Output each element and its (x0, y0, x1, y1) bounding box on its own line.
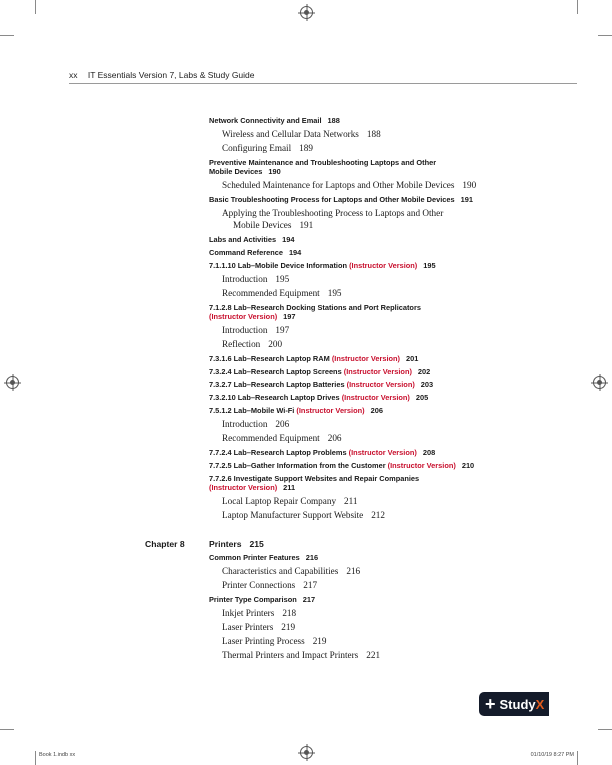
chapter-label: Chapter 8 (145, 539, 185, 549)
toc-entry-title: Characteristics and Capabilities (222, 566, 339, 576)
toc-lab-title: 7.3.1.6 Lab–Research Laptop RAM (209, 354, 330, 363)
chapter-page: 215 (249, 539, 264, 549)
toc-section (209, 248, 529, 257)
toc-lab-title: 7.7.2.5 Lab–Gather Information from the Customer (209, 461, 386, 470)
badge-accent: X (535, 696, 545, 712)
toc-entry (209, 142, 529, 154)
instructor-version-tag: (Instructor Version) (387, 461, 456, 470)
toc-entry (209, 607, 529, 619)
toc-lab-page: 210 (461, 461, 475, 470)
table-of-contents (145, 112, 529, 663)
toc-entry-title-cont: Mobile Devices (233, 220, 292, 230)
toc-entry-title: Wireless and Cellular Data Networks (222, 129, 359, 139)
toc-entry-page: 206 (327, 433, 342, 443)
toc-section-title: Network Connectivity and Email (209, 116, 322, 125)
toc-section (209, 158, 529, 176)
toc-lab-title: 7.3.2.7 Lab–Research Laptop Batteries (209, 380, 345, 389)
toc-entry (209, 509, 529, 521)
toc-lab-title: 7.3.2.4 Lab–Research Laptop Screens (209, 367, 342, 376)
instructor-version-tag: (Instructor Version) (341, 393, 410, 402)
toc-lab-page: 202 (417, 367, 431, 376)
toc-entry (209, 324, 529, 336)
toc-entry (209, 432, 529, 444)
toc-lab-title: 7.1.1.10 Lab–Mobile Device Information (209, 261, 348, 270)
toc-section-page: 194 (282, 235, 295, 244)
toc-entry-page: 206 (275, 419, 290, 429)
toc-entry-page: 195 (327, 288, 342, 298)
toc-entry-page: 219 (281, 622, 296, 632)
crop-mark (0, 35, 14, 36)
toc-section-title: Basic Troubleshooting Process for Laptops and Other Mobile Devices (209, 195, 455, 204)
toc-entry (209, 207, 529, 231)
toc-section (209, 595, 529, 604)
toc-entry-title: Thermal Printers and Impact Printers (222, 650, 359, 660)
toc-list (209, 116, 529, 521)
instructor-version-tag: (Instructor Version) (331, 354, 400, 363)
toc-lab-title: 7.7.2.4 Lab–Research Laptop Problems (209, 448, 347, 457)
toc-entry (209, 621, 529, 633)
toc-entry (209, 565, 529, 577)
toc-entry (209, 338, 529, 350)
toc-lab-title: 7.5.1.2 Lab–Mobile Wi-Fi (209, 406, 295, 415)
toc-entry-page: 190 (462, 180, 477, 190)
registration-mark-icon (6, 376, 19, 389)
toc-section-title: Command Reference (209, 248, 283, 257)
instructor-version-tag: (Instructor Version) (348, 448, 417, 457)
toc-entry-page: 217 (303, 580, 318, 590)
plus-icon: + (485, 694, 496, 714)
toc-section-page: 188 (327, 116, 340, 125)
toc-entry-page: 195 (275, 274, 290, 284)
toc-section-title: Labs and Activities (209, 235, 277, 244)
instructor-version-tag: (Instructor Version) (349, 261, 418, 270)
running-head (69, 70, 255, 80)
toc-section-page: 191 (460, 195, 473, 204)
toc-lab-page: 201 (406, 354, 419, 363)
toc-entry (209, 287, 529, 299)
toc-entry-title: Local Laptop Repair Company (222, 496, 337, 506)
header-rule (69, 83, 577, 84)
toc-lab (209, 380, 529, 389)
toc-entry (209, 495, 529, 507)
toc-entry-title: Configuring Email (222, 143, 292, 153)
toc-entry-title: Applying the Troubleshooting Process to Laptops and Other (222, 208, 444, 218)
toc-lab-title: 7.1.2.8 Lab–Research Docking Stations and Port Replicators (209, 303, 421, 312)
registration-mark-icon (593, 376, 606, 389)
toc-entry (209, 128, 529, 140)
toc-entry-title: Laptop Manufacturer Support Website (222, 510, 364, 520)
toc-entry (209, 649, 529, 661)
toc-section-page: 217 (302, 595, 316, 604)
toc-entry-title: Printer Connections (222, 580, 296, 590)
toc-entry-page: 200 (268, 339, 283, 349)
badge-text: Study (499, 696, 536, 712)
instructor-version-tag: (Instructor Version) (209, 312, 278, 321)
toc-entry (209, 579, 529, 591)
toc-lab (209, 448, 529, 457)
toc-entry-title: Inkjet Printers (222, 608, 275, 618)
crop-mark (577, 0, 578, 14)
toc-section (209, 195, 529, 204)
toc-section (209, 235, 529, 244)
toc-lab-page: 208 (422, 448, 436, 457)
instructor-version-tag: (Instructor Version) (346, 380, 415, 389)
toc-lab-title: 7.7.2.6 Investigate Support Websites and Repair Companies (209, 474, 420, 483)
print-slug-right: 01/10/19 8:27 PM (530, 752, 574, 758)
crop-mark (598, 729, 612, 730)
toc-lab-page: 211 (283, 483, 296, 492)
crop-mark (0, 729, 14, 730)
toc-lab (209, 354, 529, 363)
studyx-badge[interactable] (479, 692, 549, 716)
toc-entry-title: Reflection (222, 339, 261, 349)
toc-section (209, 116, 529, 125)
toc-entry-page: 219 (312, 636, 327, 646)
instructor-version-tag: (Instructor Version) (296, 406, 365, 415)
toc-entry-title: Introduction (222, 274, 268, 284)
book-title: IT Essentials Version 7, Labs & Study Guide (87, 70, 255, 80)
instructor-version-tag: (Instructor Version) (343, 367, 412, 376)
instructor-version-tag: (Instructor Version) (209, 483, 278, 492)
toc-entry-page: 211 (344, 496, 358, 506)
toc-lab (209, 461, 529, 470)
toc-lab-page: 203 (420, 380, 434, 389)
chapter-title (209, 539, 529, 549)
page-number: xx (69, 70, 78, 80)
toc-lab-page: 195 (423, 261, 436, 270)
toc-lab (209, 261, 529, 270)
toc-lab-page: 206 (370, 406, 383, 415)
toc-lab-page: 205 (415, 393, 429, 402)
toc-entry-title: Laser Printing Process (222, 636, 305, 646)
crop-mark (577, 751, 578, 765)
crop-mark (598, 35, 612, 36)
toc-section-page: 190 (268, 167, 281, 176)
registration-mark-icon (300, 6, 313, 19)
toc-entry-title: Introduction (222, 419, 268, 429)
chapter-title-text: Printers (209, 539, 242, 549)
toc-lab (209, 367, 529, 376)
toc-lab (209, 474, 529, 492)
toc-entry-page: 191 (299, 220, 314, 230)
toc-entry (209, 418, 529, 430)
toc-lab (209, 406, 529, 415)
toc-section-page: 194 (288, 248, 302, 257)
toc-entry-page: 221 (366, 650, 381, 660)
toc-lab-title: 7.3.2.10 Lab–Research Laptop Drives (209, 393, 340, 402)
toc-lab-page: 197 (283, 312, 296, 321)
toc-section-title: Printer Type Comparison (209, 595, 297, 604)
toc-section-title: Common Printer Features (209, 553, 300, 562)
toc-entry-title: Laser Printers (222, 622, 274, 632)
toc-entry (209, 635, 529, 647)
toc-entry-title: Introduction (222, 325, 268, 335)
toc-entry-page: 216 (346, 566, 361, 576)
chapter-row (145, 539, 529, 661)
toc-section-title: Preventive Maintenance and Troubleshooting Laptops and Other (209, 158, 437, 167)
toc-section-page: 216 (305, 553, 319, 562)
toc-entry-page: 218 (282, 608, 297, 618)
toc-section (209, 553, 529, 562)
toc-entry-title: Recommended Equipment (222, 288, 320, 298)
toc-entry (209, 179, 529, 191)
toc-lab (209, 303, 529, 321)
crop-mark (35, 751, 36, 765)
toc-entry-page: 212 (371, 510, 385, 520)
toc-lab (209, 393, 529, 402)
toc-section-title-cont: Mobile Devices (209, 167, 263, 176)
print-slug-left: Book 1.indb xx (39, 752, 76, 758)
toc-entry-page: 188 (366, 129, 381, 139)
toc-entry-page: 197 (275, 325, 290, 335)
registration-mark-icon (300, 746, 313, 759)
crop-mark (35, 0, 36, 14)
toc-entry (209, 273, 529, 285)
chapter-toc-list (209, 553, 529, 661)
toc-entry-title: Scheduled Maintenance for Laptops and Other Mobile Devices (222, 180, 455, 190)
toc-entry-page: 189 (299, 143, 313, 153)
toc-entry-title: Recommended Equipment (222, 433, 320, 443)
